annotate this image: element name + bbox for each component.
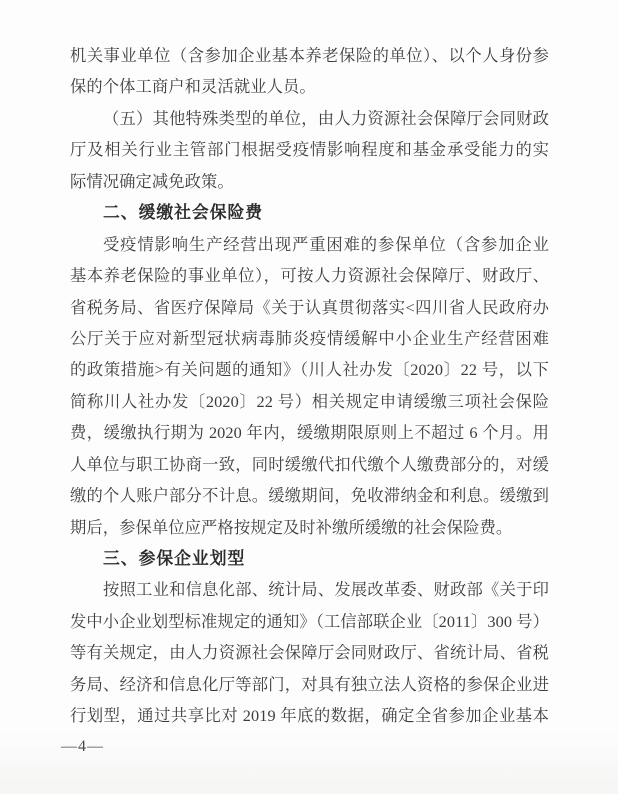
text-line: 行划型，通过共享比对 2019 年底的数据，确定全省参加企业基本 — [70, 706, 549, 726]
text-line: 期后，参保单位应严格按规定及时补缴所缓缴的社会保险费。 — [70, 517, 513, 537]
text-line: 际情况确定减免政策。 — [70, 171, 234, 191]
text-line: 厅及相关行业主管部门根据受疫情影响程度和基金承受能力的实 — [70, 140, 549, 160]
section-heading: 三、参保企业划型 — [103, 549, 246, 568]
text-line: 费，缓缴执行期为 2020 年内，缓缴期限原则上不超过 6 个月。用 — [70, 423, 549, 443]
section-heading: 二、缓缴社会保险费 — [103, 203, 264, 223]
text-line: 省税务局、省医疗保障局《关于认真贯彻落实<四川省人民政府办 — [70, 297, 549, 317]
text-line: 基本养老保险的事业单位），可按人力资源社会保障厅、财政厅、 — [70, 266, 549, 286]
text-line: 人单位与职工协商一致，同时缓缴代扣代缴个人缴费部分的，对缓 — [70, 454, 549, 474]
text-line: 受疫情影响生产经营出现严重困难的参保单位（含参加企业 — [103, 234, 549, 254]
text-line: 保的个体工商户和灵活就业人员。 — [70, 77, 316, 97]
text-line: 发中小企业划型标准规定的通知》（工信部联企业〔2011〕300 号） — [70, 611, 550, 631]
text-line: 简称川人社办发〔2020〕22 号）相关规定申请缓缴三项社会保险 — [70, 391, 549, 411]
text-lines — [70, 40, 549, 732]
text-line: 公厅关于应对新型冠状病毒肺炎疫情缓解中小企业生产经营困难 — [70, 328, 549, 348]
text-line: 机关事业单位（含参加企业基本养老保险的单位）、以个人身份参 — [70, 46, 549, 65]
text-line: 务局、经济和信息化厅等部门，对具有独立法人资格的参保企业进 — [70, 674, 549, 694]
text-line: （五）其他特殊类型的单位，由人力资源社会保障厅会同财政 — [103, 108, 549, 128]
text-line: 按照工业和信息化部、统计局、发展改革委、财政部《关于印 — [103, 580, 549, 600]
page-number: —4— — [61, 738, 104, 755]
text-line: 的政策措施>有关问题的通知》（川人社办发〔2020〕22 号，以下 — [70, 360, 549, 380]
text-line: 等有关规定，由人力资源社会保障厅会同财政厅、省统计局、省税 — [70, 643, 549, 663]
text-line: 缴的个人账户部分不计息。缓缴期间，免收滞纳金和利息。缓缴到 — [70, 486, 549, 506]
